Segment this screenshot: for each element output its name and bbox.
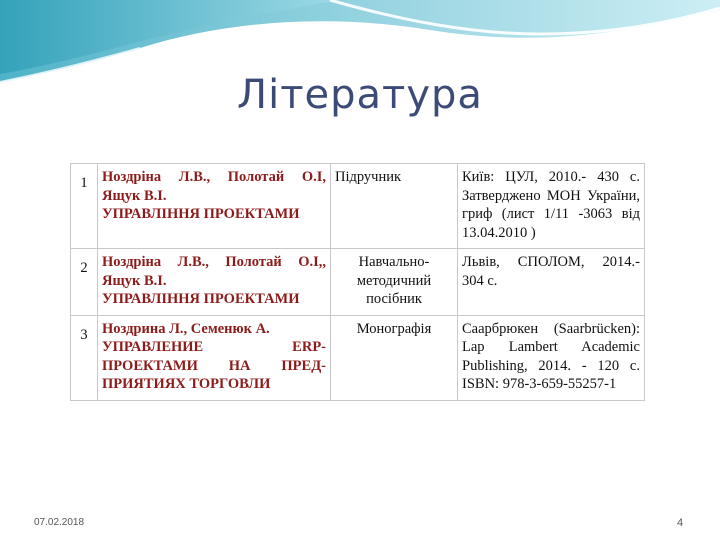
publisher-line: ISBN: 978-3-659-55257-1 xyxy=(462,376,617,392)
author-line: Ноздрина Л., Семенюк А. xyxy=(102,320,270,337)
publisher-line: Київ: ЦУЛ, 2010.- 430 с. xyxy=(462,169,640,185)
publisher-line: Саарбрюкен (Saarbrücken): xyxy=(462,320,640,337)
table-row xyxy=(71,315,645,400)
row-number-cell xyxy=(71,164,98,249)
author-line: Ящук В.І. xyxy=(102,187,167,204)
footer-date: 07.02.2018 xyxy=(34,517,85,528)
authors-title-cell xyxy=(98,315,331,400)
authors-title-cell xyxy=(98,249,331,316)
row-number: 1 xyxy=(80,175,88,191)
publisher-line: Publishing, 2014. - 120 с. xyxy=(462,357,640,374)
publisher-cell xyxy=(458,164,645,249)
publication-type-cell xyxy=(331,249,458,316)
table-row xyxy=(71,249,645,316)
publisher-line: 13.04.2010 ) xyxy=(462,224,536,241)
author-line: Ноздріна Л.В., Полотай О.І,, xyxy=(102,254,326,270)
publisher-cell xyxy=(458,315,645,400)
slide-title: Література xyxy=(237,72,483,118)
publisher-line: Львів, СПОЛОМ, 2014.- xyxy=(462,254,640,270)
row-number-cell xyxy=(71,315,98,400)
publisher-line: гриф (лист 1/11 -3063 від xyxy=(462,206,640,222)
row-number: 2 xyxy=(80,260,88,276)
publication-type-cell xyxy=(331,164,458,249)
book-title-line: УПРАВЛІННЯ ПРОЕКТАМИ xyxy=(102,291,300,307)
publication-type: Монографія xyxy=(356,320,432,337)
row-number-cell xyxy=(71,249,98,316)
publication-type: методичний xyxy=(356,272,432,289)
book-title-line: ПРОЕКТАМИ НА ПРЕД- xyxy=(102,357,326,374)
publisher-line: Затверджено МОН України, xyxy=(462,187,640,204)
book-title-line: ПРИЯТИЯХ ТОРГОВЛИ xyxy=(102,376,271,392)
book-title-line: УПРАВЛІННЯ ПРОЕКТАМИ xyxy=(102,206,300,222)
publisher-cell xyxy=(458,249,645,316)
author-line: Ноздріна Л.В., Полотай О.І, xyxy=(102,169,326,185)
authors-title-cell xyxy=(98,164,331,249)
table-row xyxy=(71,164,645,249)
row-number: 3 xyxy=(80,326,88,343)
page-number: 4 xyxy=(677,517,684,529)
references-table xyxy=(70,163,645,401)
publisher-line: Lap Lambert Academic xyxy=(462,339,640,355)
publication-type: Підручник xyxy=(335,169,402,185)
publication-type: посібник xyxy=(366,291,422,307)
book-title-line: УПРАВЛЕНИЕ ERP- xyxy=(102,339,326,355)
publisher-line: 304 с. xyxy=(462,272,498,289)
author-line: Ящук В.І. xyxy=(102,272,167,289)
publication-type: Навчально- xyxy=(358,254,430,270)
publication-type-cell xyxy=(331,315,458,400)
